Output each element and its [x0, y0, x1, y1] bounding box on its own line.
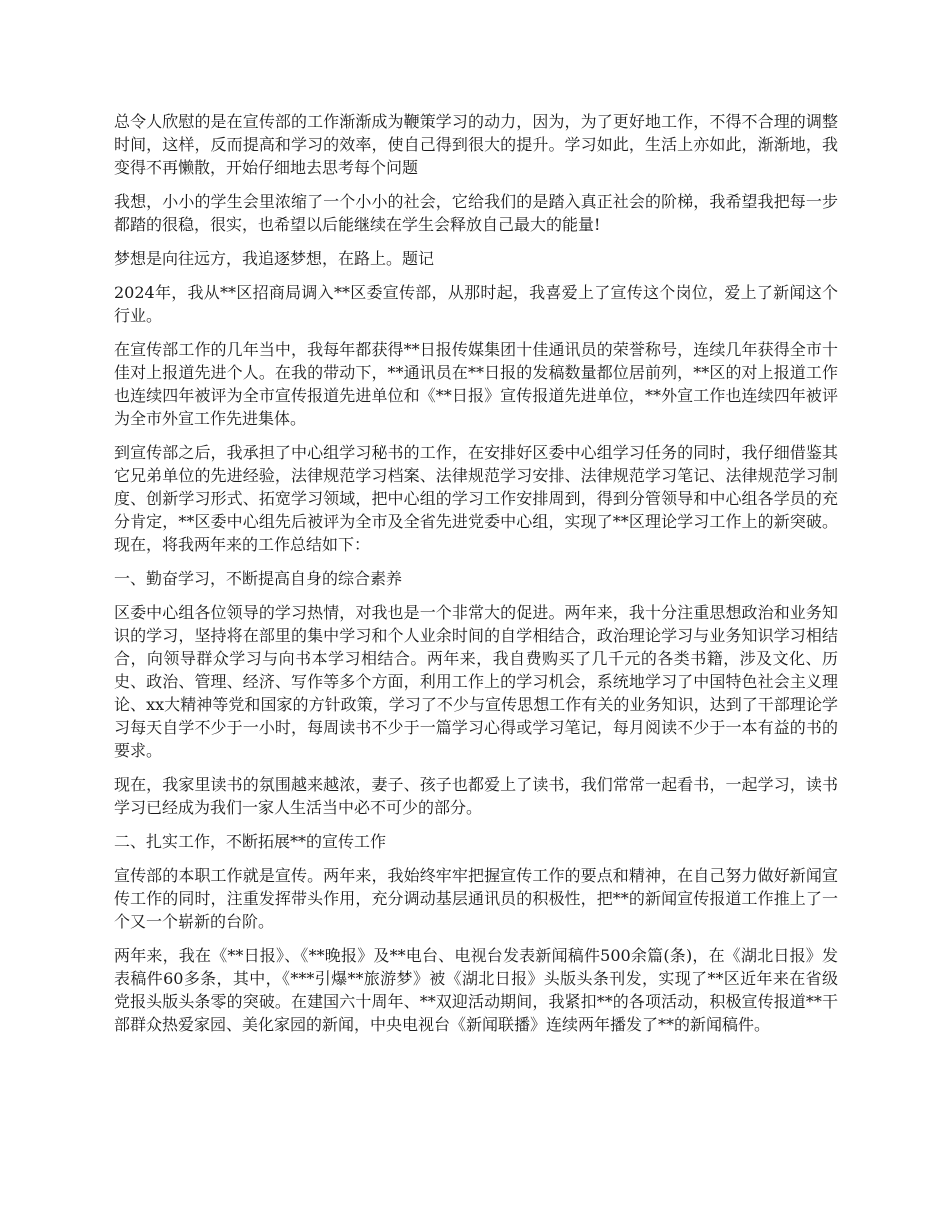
paragraph-transfer: 2024年，我从**区招商局调入**区委宣传部，从那时起，我喜爱上了宣传这个岗位，爱上了新闻这个行业。 [114, 283, 838, 325]
paragraph-intro-reflection: 总令人欣慰的是在宣传部的工作渐渐成为鞭策学习的动力，因为，为了更好地工作，不得不合理的调整时间，这样，反而提高和学习的效率，使自己得到很大的提升。学习如此，生活上亦如此，渐渐地，我变得不再懒散，开始仔细地去思考每个问题 [114, 112, 838, 177]
paragraph-study-details: 区委中心组各位领导的学习热情，对我也是一个非常大的促进。两年来，我十分注重思想政治和业务知识的学习，坚持将在部里的集中学习和个人业余时间的自学相结合，政治理论学习与业务知识学习相结合，向领导群众学习与向书本学习相结合。两年来，我自费购买了几千元的各类书籍，涉及文化、历史、政治、管理、经济、写作等多个方面，利用工作上的学习机会，系统地学习了中国特色社会主义理论、xx大精神等党和国家的方针政策，学习了不少与宣传思想工作有关的业务知识，达到了干部理论学习每天自学不少于一小时，每周读书不少于一篇学习心得或学习笔记，每月阅读不少于一本有益的书的要求。 [114, 603, 838, 760]
paragraph-honors: 在宣传部工作的几年当中，我每年都获得**日报传媒集团十佳通讯员的荣誉称号，连续几年获得全市十佳对上报道先进个人。在我的带动下，**通讯员在**日报的发稿数量都位居前列，**区的对上报道工作也连续四年被评为全市宣传报道先进单位和《**日报》宣传报道先进单位，**外宣工作也连续四年被评为全市外宣工作先进集体。 [114, 340, 838, 428]
paragraph-epigraph: 梦想是向往远方，我追逐梦想，在路上。题记 [114, 249, 435, 268]
paragraph-study-secretary: 到宣传部之后，我承担了中心组学习秘书的工作，在安排好区委中心组学习任务的同时，我仔细借鉴其它兄弟单位的先进经验，法律规范学习档案、法律规范学习安排、法律规范学习笔记、法律规范学习制度、创新学习形式、拓宽学习领域，把中心组的学习工作安排周到，得到分管领导和中心组各学员的充分肯定，**区委中心组先后被评为全市及全省先进党委中心组，实现了**区理论学习工作上的新突破。现在，将我两年来的工作总结如下： [114, 443, 838, 554]
section-heading-study: 一、勤奋学习，不断提高自身的综合素养 [114, 569, 403, 588]
paragraph-family-reading: 现在，我家里读书的氛围越来越浓，妻子、孩子也都爱上了读书，我们常常一起看书，一起学习，读书学习已经成为我们一家人生活当中必不可少的部分。 [114, 775, 838, 817]
paragraph-student-union: 我想，小小的学生会里浓缩了一个小小的社会，它给我们的是踏入真正社会的阶梯，我希望我把每一步都踏的很稳，很实，也希望以后能继续在学生会释放自己最大的能量! [114, 192, 838, 234]
paragraph-publicity-work: 宣传部的本职工作就是宣传。两年来，我始终牢牢把握宣传工作的要点和精神，在自己努力做好新闻宣传工作的同时，注重发挥带头作用，充分调动基层通讯员的积极性，把**的新闻宣传报道工作推上了一个又一个崭新的台阶。 [114, 866, 838, 931]
paragraph-news-output: 两年来，我在《**日报》、《**晚报》及**电台、电视台发表新闻稿件500余篇(条)，在《湖北日报》发表稿件60多条，其中，《***引爆**旅游梦》被《湖北日报》头版头条刊发，实现了**区近年来在省级党报头版头条零的突破。在建国六十周年、**双迎活动期间，我紧扣**的各项活动，积极宣传报道**干部群众热爱家园、美化家园的新闻，中央电视台《新闻联播》连续两年播发了**的新闻稿件。 [114, 946, 838, 1034]
section-heading-work: 二、扎实工作，不断拓展**的宣传工作 [114, 832, 387, 851]
